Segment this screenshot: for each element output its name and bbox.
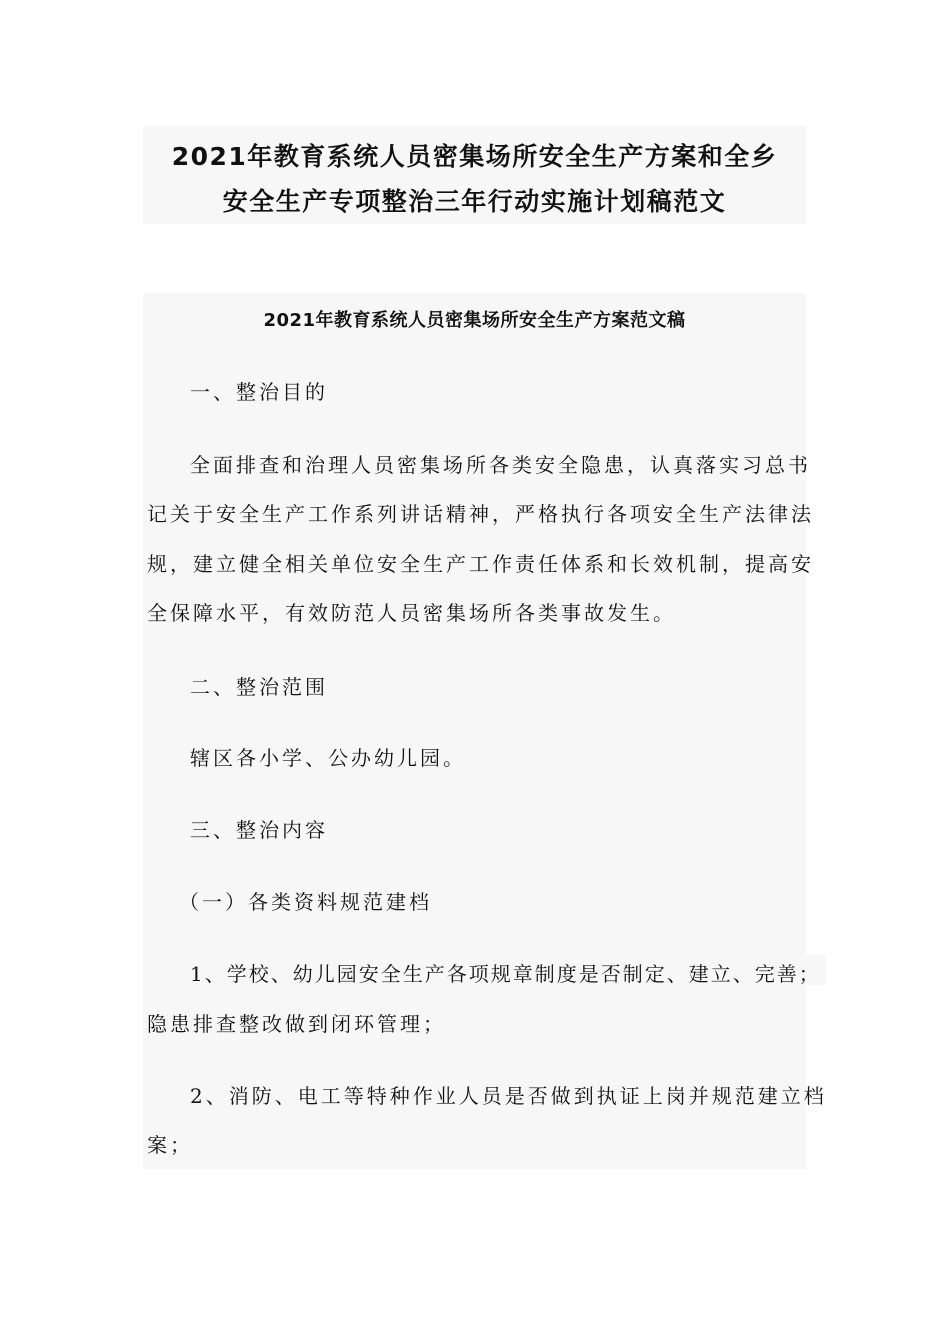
subsection-heading-1: （一）各类资料规范建档 xyxy=(179,890,432,914)
list-item-line: 1、学校、幼儿园安全生产各项规章制度是否制定、建立、完善； xyxy=(190,962,821,986)
section-heading-3: 三、整治内容 xyxy=(190,818,328,842)
document-subtitle: 2021年教育系统人员密集场所安全生产方案范文稿 xyxy=(263,310,686,331)
paragraph-line: 全保障水平，有效防范人员密集场所各类事故发生。 xyxy=(147,601,676,625)
section-heading-1: 一、整治目的 xyxy=(190,380,328,404)
section-heading-2: 二、整治范围 xyxy=(190,675,328,699)
list-item-line: 隐患排查整改做到闭环管理； xyxy=(147,1012,446,1036)
list-item-line: 2、消防、电工等特种作业人员是否做到执证上岗并规范建立档 xyxy=(190,1084,827,1108)
title-line-1: 2021年教育系统人员密集场所安全生产方案和全乡 xyxy=(171,142,778,171)
document-title xyxy=(143,126,806,224)
document-body xyxy=(143,293,827,1169)
title-line-2: 安全生产专项整治三年行动实施计划稿范文 xyxy=(222,187,727,216)
paragraph-line: 规，建立健全相关单位安全生产工作责任体系和长效机制，提高安 xyxy=(147,552,814,576)
paragraph-line: 全面排查和治理人员密集场所各类安全隐患，认真落实习总书 xyxy=(190,453,811,477)
paragraph-line: 辖区各小学、公办幼儿园。 xyxy=(190,746,466,770)
paragraph-line: 记关于安全生产工作系列讲话精神，严格执行各项安全生产法律法 xyxy=(147,502,814,526)
list-item-line: 案； xyxy=(147,1133,193,1157)
